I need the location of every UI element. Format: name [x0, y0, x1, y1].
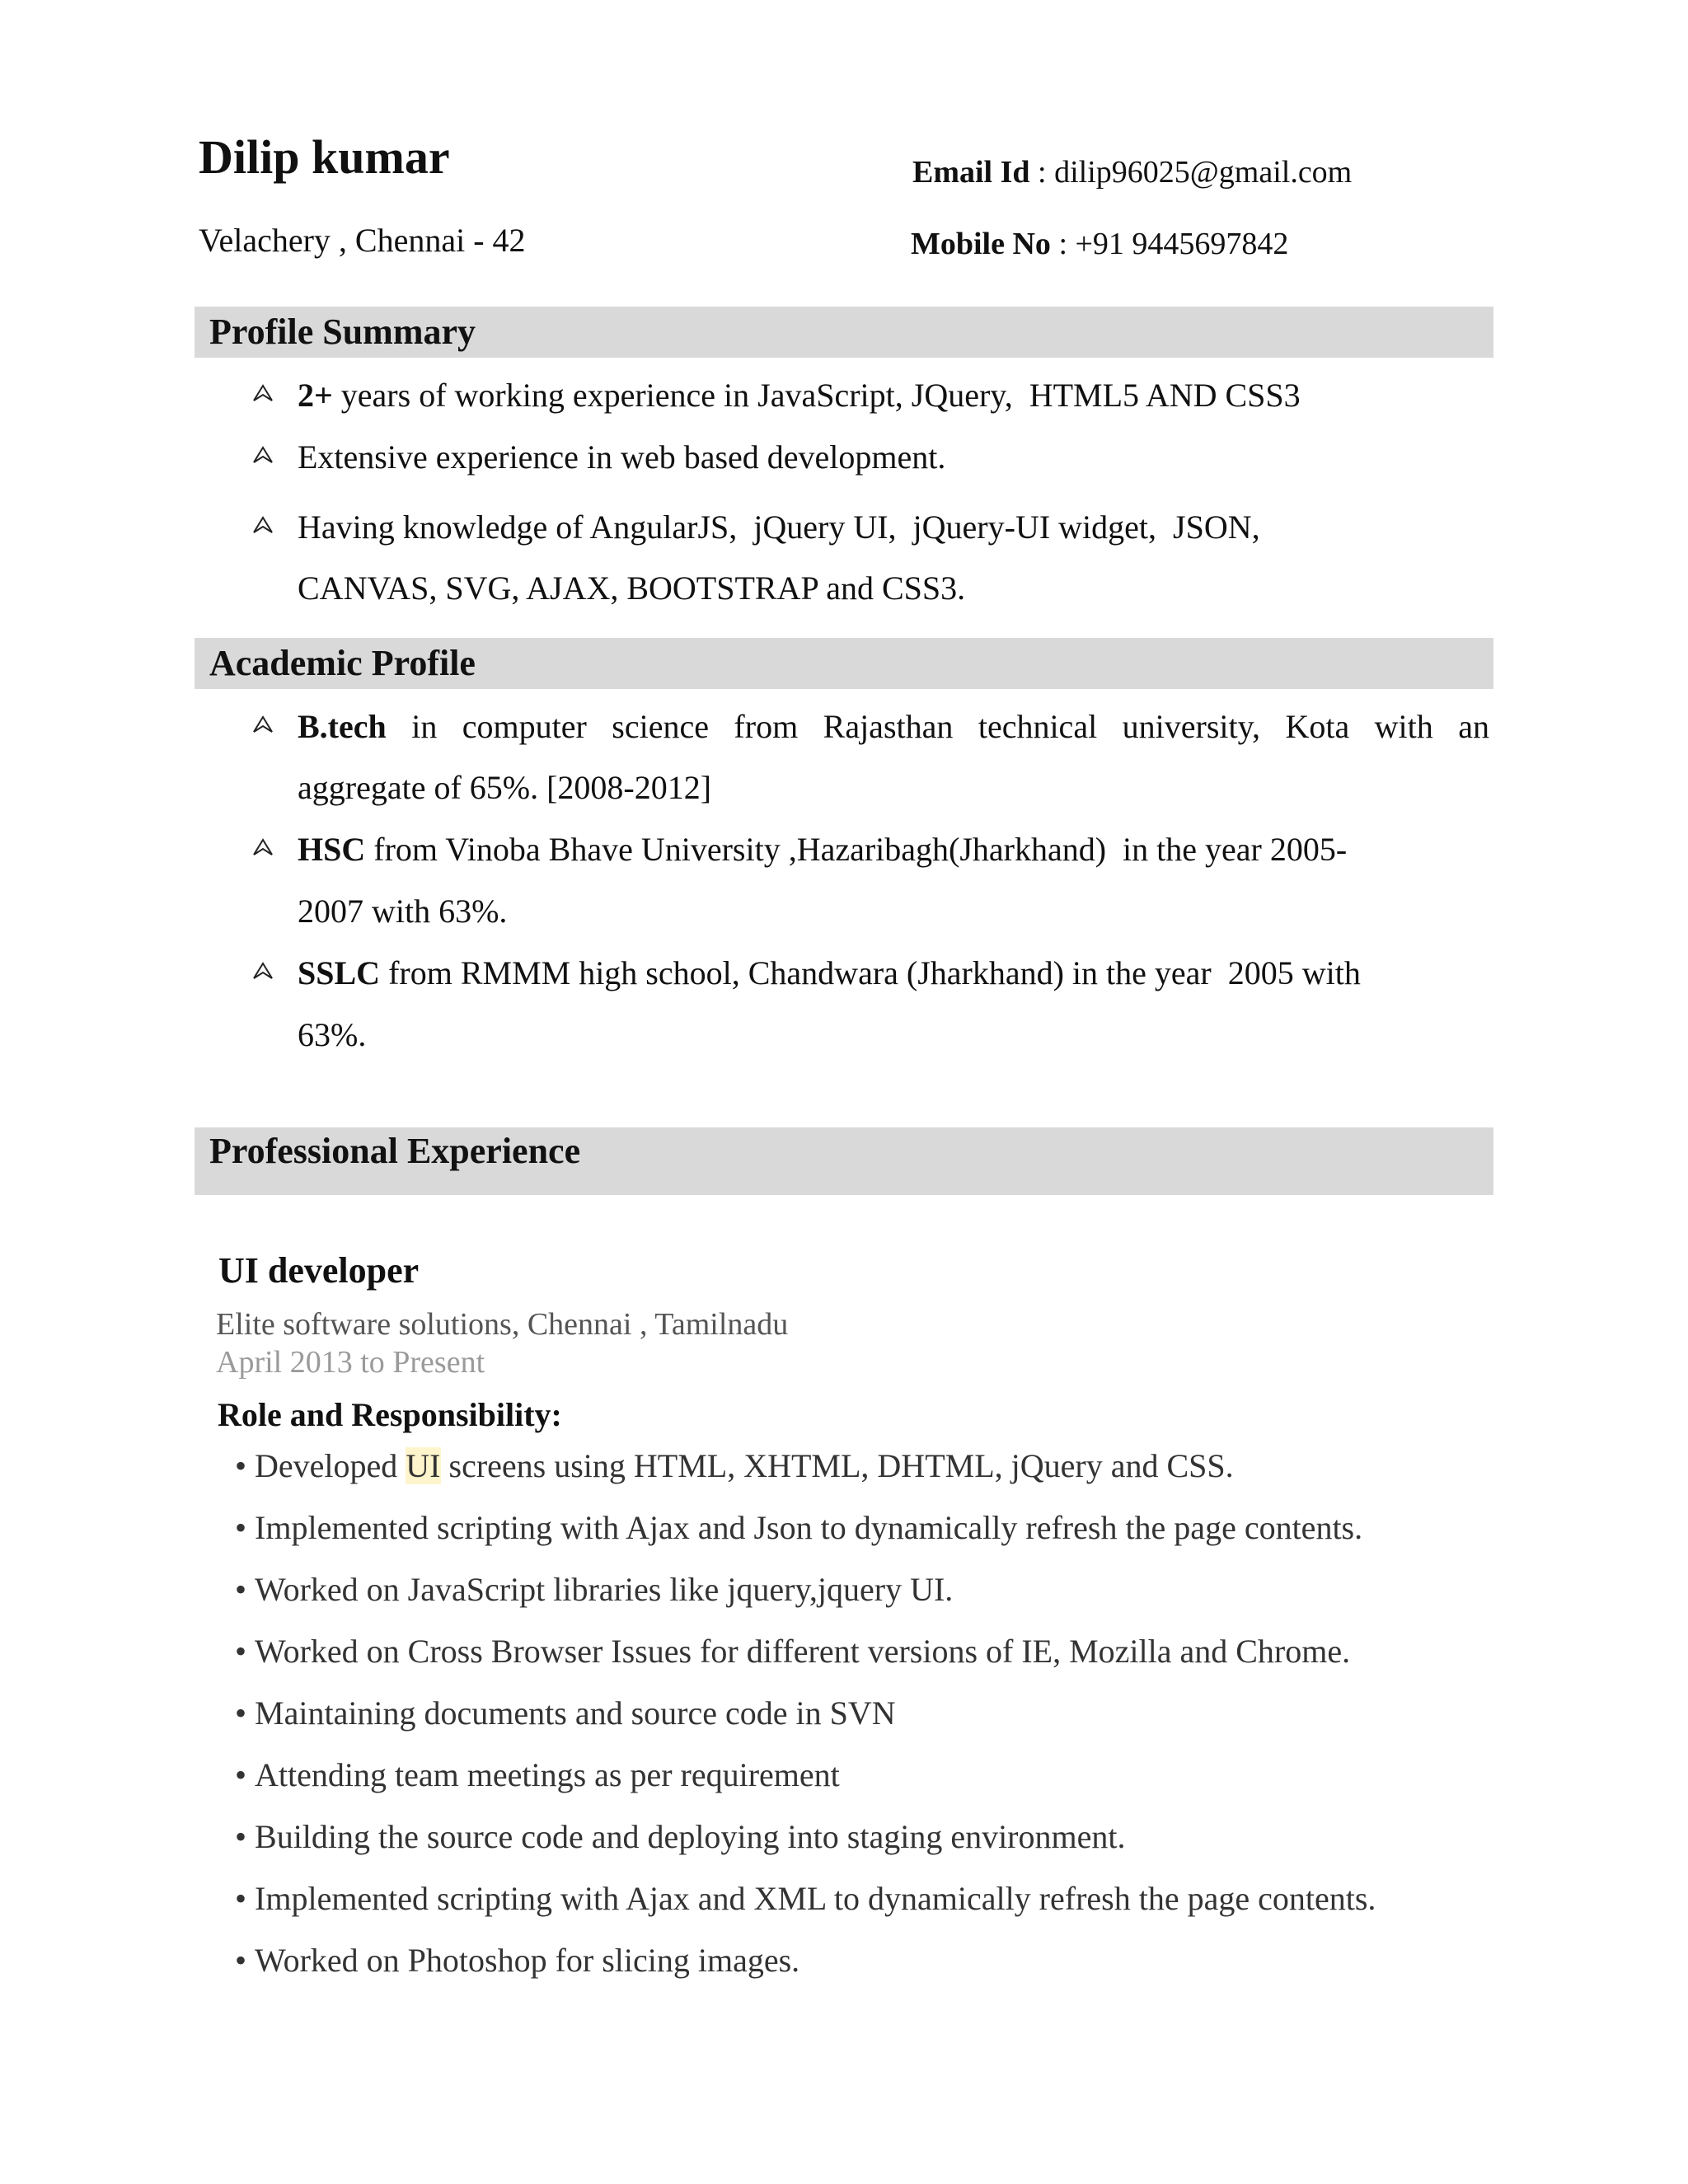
- bullet-dot-icon: •: [235, 1694, 247, 1732]
- triangle-bullet-icon: [252, 384, 274, 402]
- section-title: Profile Summary: [209, 312, 476, 352]
- bullet-dot-icon: •: [235, 1633, 247, 1670]
- academic-item-line2: 63%.: [298, 1016, 367, 1053]
- academic-item-line1: SSLC from RMMM high school, Chandwara (Jharkhand) in the year 2005 with: [298, 954, 1361, 991]
- bullet-dot-icon: •: [235, 1756, 247, 1793]
- bullet-dot-icon: •: [235, 1447, 247, 1484]
- responsibility-item: • Attending team meetings as per requirement: [235, 1756, 840, 1793]
- email-value: dilip96025@gmail.com: [1054, 155, 1353, 190]
- academic-item-line2: aggregate of 65%. [2008-2012]: [298, 769, 712, 806]
- responsibility-item: • Maintaining documents and source code in SVN: [235, 1694, 896, 1732]
- bullet-dot-icon: •: [235, 1942, 247, 1979]
- responsibility-item: • Building the source code and deploying into staging environment.: [235, 1818, 1126, 1855]
- summary-item: Extensive experience in web based development.: [298, 438, 946, 476]
- candidate-address: Velachery , Chennai - 42: [199, 222, 526, 259]
- triangle-bullet-icon: [252, 446, 274, 464]
- section-title: Academic Profile: [209, 643, 476, 683]
- candidate-name: Dilip kumar: [199, 130, 450, 184]
- email-label: Email Id: [912, 155, 1030, 190]
- responsibility-item: • Implemented scripting with Ajax and XML to dynamically refresh the page contents.: [235, 1880, 1376, 1917]
- section-academic-profile: [195, 638, 1493, 689]
- academic-item-line2: 2007 with 63%.: [298, 893, 508, 930]
- bullet-dot-icon: •: [235, 1818, 247, 1855]
- job-title: UI developer: [218, 1250, 420, 1291]
- section-title: Professional Experience: [209, 1131, 581, 1171]
- responsibility-item: • Worked on JavaScript libraries like jquery,jquery UI.: [235, 1571, 954, 1608]
- email-line: [912, 157, 1352, 188]
- bullet-dot-icon: •: [235, 1509, 247, 1546]
- mobile-label: Mobile No: [911, 227, 1051, 261]
- triangle-bullet-icon: [252, 838, 274, 856]
- bullet-dot-icon: •: [235, 1880, 247, 1917]
- email-separator: :: [1029, 155, 1055, 190]
- responsibility-item: • Worked on Photoshop for slicing images.: [235, 1942, 800, 1979]
- summary-item-line2: CANVAS, SVG, AJAX, BOOTSTRAP and CSS3.: [298, 569, 966, 607]
- mobile-value: +91 9445697842: [1075, 227, 1289, 261]
- responsibility-item: • Worked on Cross Browser Issues for different versions of IE, Mozilla and Chrome.: [235, 1633, 1351, 1670]
- section-profile-summary: [195, 307, 1493, 358]
- triangle-bullet-icon: [252, 516, 274, 534]
- role-heading: Role and Responsibility:: [218, 1396, 562, 1433]
- responsibility-item: • Developed UI screens using HTML, XHTML, DHTML, jQuery and CSS.: [235, 1447, 1234, 1484]
- highlighted-text: UI: [406, 1447, 441, 1484]
- responsibility-item: • Implemented scripting with Ajax and Json to dynamically refresh the page contents.: [235, 1509, 1363, 1546]
- section-professional-experience: [195, 1127, 1493, 1195]
- bullet-dot-icon: •: [235, 1571, 247, 1608]
- summary-item: 2+ years of working experience in JavaScript, JQuery, HTML5 AND CSS3: [298, 377, 1301, 414]
- company-name: Elite software solutions, Chennai , Tamilnadu: [216, 1307, 789, 1342]
- mobile-separator: :: [1050, 227, 1076, 261]
- triangle-bullet-icon: [252, 715, 274, 733]
- triangle-bullet-icon: [252, 962, 274, 980]
- academic-item-line1: HSC from Vinoba Bhave University ,Hazaribagh(Jharkhand) in the year 2005-: [298, 831, 1348, 868]
- summary-item-line1: Having knowledge of AngularJS, jQuery UI, jQuery-UI widget, JSON,: [298, 509, 1260, 546]
- academic-item-line1: B.tech in computer science from Rajasthan technical university, Kota with an: [298, 708, 1489, 745]
- mobile-line: [911, 228, 1288, 260]
- employment-period: April 2013 to Present: [216, 1345, 485, 1380]
